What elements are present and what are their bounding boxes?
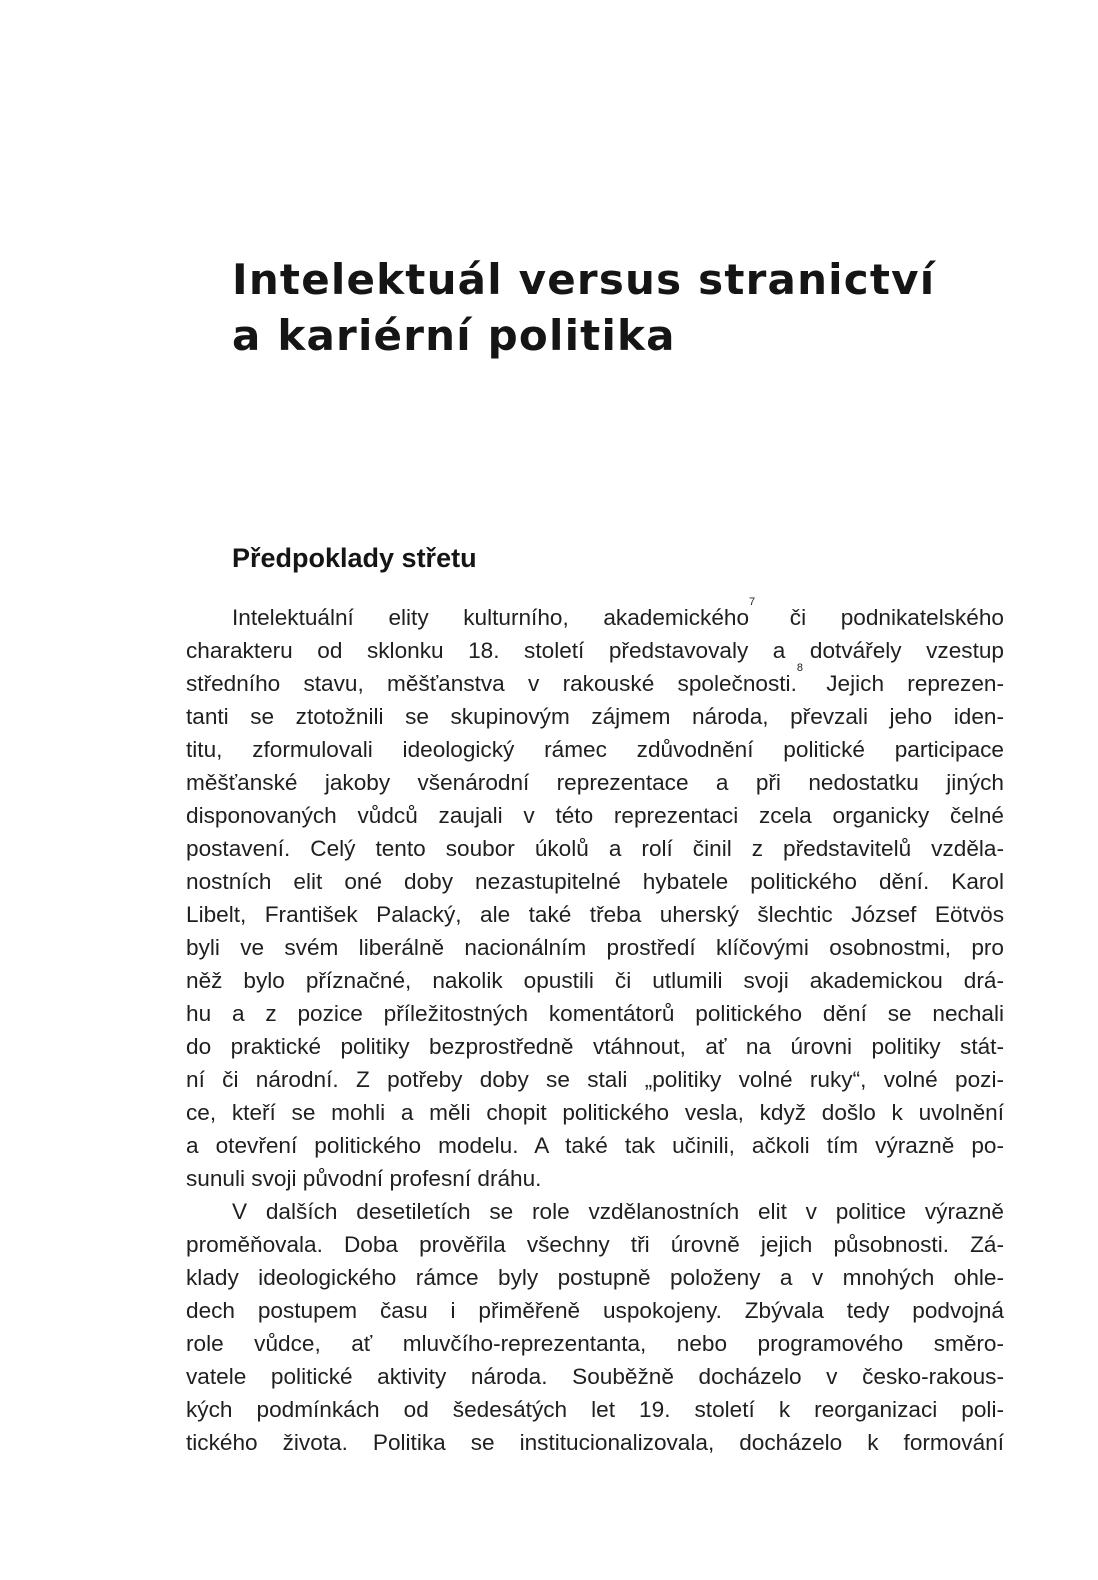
footnote-ref-7[interactable]: 7 [749, 596, 756, 608]
text-line: tanti se ztotožnili se skupinovým zájmem národa, převzali jeho iden- [186, 704, 1004, 729]
text-line: titu, zformulovali ideologický rámec zdůvodnění politické participace [186, 737, 1004, 762]
text-line: hu a z pozice příležitostných komentátorů politického dění se nechali [186, 1001, 1004, 1026]
text-line [186, 662, 1004, 700]
text-line: kých podmínkách od šedesátých let 19. století k reorganizaci poli- [186, 1397, 1004, 1422]
chapter-title [232, 252, 1032, 364]
text-line: něž bylo příznačné, nakolik opustili či utlumili svoji akademickou drá- [186, 968, 1004, 993]
text-line: Libelt, František Palacký, ale také třeba uherský šlechtic József Eötvös [186, 902, 1004, 927]
text-line: měšťanské jakoby všenárodní reprezentace a při nedostatku jiných [186, 770, 1004, 795]
text-fragment: Intelektuální elity kulturního, akademického [232, 605, 750, 630]
text-line: a otevření politického modelu. A také tak učinili, ačkoli tím výrazně po- [186, 1133, 1004, 1158]
text-line: proměňovala. Doba prověřila všechny tři úrovně jejich působnosti. Zá- [186, 1232, 1004, 1257]
text-line: do praktické politiky bezprostředně vtáhnout, ať na úrovni politiky stát- [186, 1034, 1004, 1059]
text-line: ní či národní. Z potřeby doby se stali „politiky volné ruky“, volné pozi- [186, 1067, 1004, 1092]
text-line: nostních elit oné doby nezastupitelné hybatele politického dění. Karol [186, 869, 1004, 894]
text-line: vatele politické aktivity národa. Souběžně docházelo v česko-rakous- [186, 1364, 1004, 1389]
text-line: sunuli svoji původní profesní dráhu. [186, 1166, 542, 1191]
text-line: klady ideologického rámce byly postupně položeny a v mnohých ohle- [186, 1265, 1004, 1290]
text-line: charakteru od sklonku 18. století představovaly a dotvářely vzestup [186, 638, 1004, 663]
footnote-ref-8[interactable]: 8 [796, 662, 803, 674]
text-line: V dalších desetiletích se role vzdělanostních elit v politice výrazně [232, 1199, 1004, 1224]
text-line [186, 596, 1005, 634]
text-fragment: středního stavu, měšťanstva v rakouské společnosti. [186, 671, 797, 696]
text-line: disponovaných vůdců zaujali v této reprezentaci zcela organicky čelné [186, 803, 1004, 828]
text-fragment: či podnikatelského [755, 605, 1005, 630]
section-heading: Předpoklady střetu [232, 543, 477, 573]
text-line: dech postupem času i přiměřeně uspokojeny. Zbývala tedy podvojná [186, 1298, 1004, 1323]
text-line: byli ve svém liberálně nacionálním prostředí klíčovými osobnostmi, pro [186, 935, 1004, 960]
text-line: ce, kteří se mohli a měli chopit politického vesla, když došlo k uvolnění [186, 1100, 1004, 1125]
text-line: role vůdce, ať mluvčího-reprezentanta, nebo programového směro- [186, 1331, 1004, 1356]
chapter-title-line-2: a kariérní politika [232, 311, 676, 360]
text-line: postavení. Celý tento soubor úkolů a rolí činil z představitelů vzděla- [186, 836, 1004, 861]
text-line: tického života. Politika se institucionalizovala, docházelo k formování [186, 1430, 1004, 1455]
body-text [186, 596, 1005, 1459]
chapter-title-line-1: Intelektuál versus stranictví [232, 255, 936, 304]
text-fragment: Jejich reprezen- [802, 671, 1004, 696]
